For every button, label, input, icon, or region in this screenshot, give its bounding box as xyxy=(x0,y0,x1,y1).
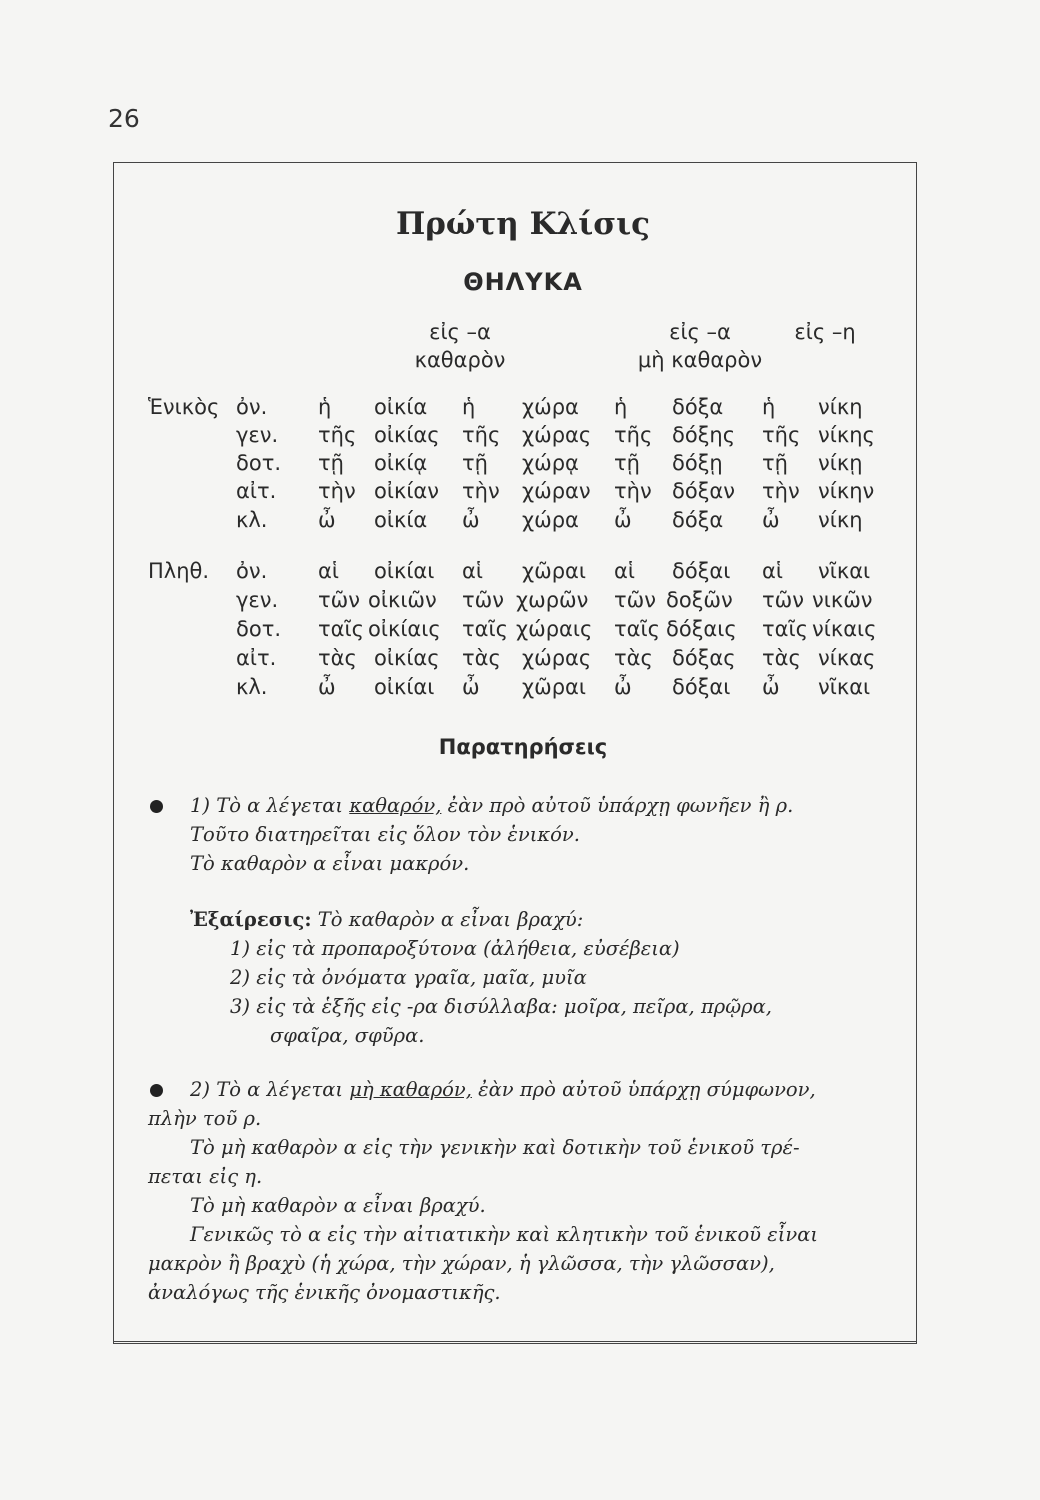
article: ὦ xyxy=(614,675,632,699)
article: τῆς xyxy=(318,423,357,447)
noun: νίκας xyxy=(818,646,876,670)
page-title: Πρώτη Κλίσις xyxy=(395,206,650,242)
article: τῆς xyxy=(762,423,801,447)
table-row xyxy=(0,421,875,450)
table-row xyxy=(0,615,877,644)
noun: δόξης xyxy=(672,423,736,447)
noun: χῶραι xyxy=(522,675,586,699)
table-row xyxy=(0,393,863,422)
noun: δόξας xyxy=(672,646,736,670)
exceptions-label: Ἐξαίρεσις: xyxy=(190,908,312,931)
section-subtitle: ΘΗΛΥΚΑ xyxy=(463,268,583,296)
noun: δοξῶν xyxy=(666,588,733,612)
noun: δόξαι xyxy=(672,675,731,699)
noun: χώρᾳ xyxy=(522,451,579,475)
column-header-line: μὴ καθαρὸν xyxy=(637,348,763,372)
case-label: αἰτ. xyxy=(236,479,277,503)
article: τὴν xyxy=(762,479,800,503)
noun: οἰκία xyxy=(374,508,428,532)
underlined-term: καθαρόν, xyxy=(349,794,442,817)
article: τῆς xyxy=(614,423,653,447)
article: τῆς xyxy=(462,423,501,447)
article: αἱ xyxy=(614,559,635,583)
exception-item-3-cont: σφαῖρα, σφῦρα. xyxy=(270,1024,425,1047)
noun: χῶραι xyxy=(522,559,586,583)
noun: οἰκίαις xyxy=(368,617,441,641)
exception-item-1: 1) εἰς τὰ προπαροξύτονα (ἀλήθεια, εὐσέβεια) xyxy=(230,937,680,960)
article: ταῖς xyxy=(762,617,808,641)
bottom-rule xyxy=(113,1341,917,1342)
article: τῶν xyxy=(318,588,360,612)
noun: χώρας xyxy=(522,423,592,447)
bullet-icon xyxy=(150,1084,163,1097)
noun: χώρα xyxy=(522,508,579,532)
article: ὦ xyxy=(462,675,480,699)
table-row xyxy=(0,644,876,673)
article: ὦ xyxy=(318,675,336,699)
article: ταῖς xyxy=(614,617,660,641)
article: ὦ xyxy=(318,508,336,532)
noun: οἰκίαι xyxy=(374,675,435,699)
article: ταῖς xyxy=(462,617,508,641)
noun: οἰκίας xyxy=(374,423,440,447)
noun: νίκῃ xyxy=(818,451,863,475)
case-label: κλ. xyxy=(236,675,268,699)
noun: νίκη xyxy=(818,508,863,532)
singular-table xyxy=(0,393,1040,543)
remark-2-line-7: μακρὸν ἢ βραχὺ (ἡ χώρα, τὴν χώραν, ἡ γλῶσσα, τὴν γλῶσσαν), xyxy=(148,1252,775,1275)
remark-2-line-4: πεται εἰς η. xyxy=(148,1165,263,1188)
remark-2-line-3: Τὸ μὴ καθαρὸν α εἰς τὴν γενικὴν καὶ δοτικὴν τοῦ ἑνικοῦ τρέ- xyxy=(190,1136,800,1159)
remarks-title: Παρατηρήσεις xyxy=(438,735,608,759)
article: τῶν xyxy=(462,588,504,612)
column-header-line: καθαρὸν xyxy=(414,348,506,372)
article: αἱ xyxy=(762,559,783,583)
plural-table xyxy=(0,557,1040,707)
case-label: ὀν. xyxy=(236,559,268,583)
noun: οἰκίαι xyxy=(374,559,435,583)
table-row xyxy=(0,449,863,478)
noun: δόξαν xyxy=(672,479,735,503)
noun: νίκης xyxy=(818,423,875,447)
noun: χώραν xyxy=(522,479,591,503)
noun: δόξῃ xyxy=(672,451,723,475)
case-label: δοτ. xyxy=(236,617,282,641)
article: τὴν xyxy=(462,479,500,503)
article: τὴν xyxy=(614,479,652,503)
bullet-icon xyxy=(150,800,163,813)
article: ὦ xyxy=(462,508,480,532)
noun: χωρῶν xyxy=(516,588,589,612)
remark-text: 2) Τὸ α λέγεται xyxy=(190,1078,350,1101)
noun: νίκαις xyxy=(812,617,877,641)
article: ὦ xyxy=(614,508,632,532)
article: ταῖς xyxy=(318,617,364,641)
remark-1-line-1 xyxy=(190,792,793,819)
article: τῇ xyxy=(318,451,344,475)
noun: δόξα xyxy=(672,508,724,532)
table-row xyxy=(0,506,863,535)
noun: δόξαις xyxy=(666,617,737,641)
plural-label: Πληθ. xyxy=(148,559,210,583)
column-header-eta xyxy=(770,318,880,346)
page-number: 26 xyxy=(108,104,140,133)
remark-2-line-2: πλὴν τοῦ ρ. xyxy=(148,1107,262,1130)
noun: δόξαι xyxy=(672,559,731,583)
noun: οἰκίαν xyxy=(374,479,440,503)
noun: χώραις xyxy=(516,617,593,641)
noun: χώρα xyxy=(522,395,579,419)
column-header-line: εἰς –η xyxy=(794,320,856,344)
case-label: γεν. xyxy=(236,423,279,447)
article: τὰς xyxy=(318,646,357,670)
remark-text: ἐὰν πρὸ αὐτοῦ ὑπάρχῃ σύμφωνον, xyxy=(471,1078,816,1101)
remark-1-line-2: Τοῦτο διατηρεῖται εἰς ὅλον τὸν ἑνικόν. xyxy=(190,823,580,846)
singular-label: Ἑνικὸς xyxy=(148,395,220,419)
case-label: ὀν. xyxy=(236,395,268,419)
noun: νῖκαι xyxy=(818,559,871,583)
noun: χώρας xyxy=(522,646,592,670)
column-header-pure-alpha xyxy=(390,318,530,374)
case-label: κλ. xyxy=(236,508,268,532)
table-row xyxy=(0,477,875,506)
article: ἡ xyxy=(614,395,628,419)
remark-1-line-3: Τὸ καθαρὸν α εἶναι μακρόν. xyxy=(190,852,470,875)
article: ἡ xyxy=(762,395,776,419)
article: αἱ xyxy=(462,559,483,583)
noun: οἰκίας xyxy=(374,646,440,670)
remark-2-line-6: Γενικῶς τὸ α εἰς τὴν αἰτιατικὴν καὶ κλητικὴν τοῦ ἑνικοῦ εἶναι xyxy=(190,1223,819,1246)
case-label: αἰτ. xyxy=(236,646,277,670)
remark-2-line-5: Τὸ μὴ καθαρὸν α εἶναι βραχύ. xyxy=(190,1194,486,1217)
article: τῇ xyxy=(762,451,788,475)
remark-2-line-8: ἀναλόγως τῆς ἑνικῆς ὀνομαστικῆς. xyxy=(148,1281,501,1304)
exception-item-3: 3) εἰς τὰ ἑξῆς εἰς -ρα δισύλλαβα: μοῖρα, πεῖρα, πρῷρα, xyxy=(230,995,772,1018)
noun: οἰκίᾳ xyxy=(374,451,428,475)
column-header-impure-alpha xyxy=(620,318,780,374)
article: τὰς xyxy=(614,646,653,670)
exceptions-line xyxy=(190,906,583,933)
table-row xyxy=(0,557,871,586)
noun: νῖκαι xyxy=(818,675,871,699)
noun: οἰκιῶν xyxy=(368,588,437,612)
article: τὰς xyxy=(762,646,801,670)
remark-2-line-1 xyxy=(190,1076,816,1103)
article: αἱ xyxy=(318,559,339,583)
article: τῶν xyxy=(762,588,804,612)
article: τῶν xyxy=(614,588,656,612)
article: ἡ xyxy=(462,395,476,419)
remark-text: 1) Τὸ α λέγεται xyxy=(190,794,350,817)
article: τῇ xyxy=(614,451,640,475)
underlined-term: μὴ καθαρόν, xyxy=(349,1078,472,1101)
case-label: δοτ. xyxy=(236,451,282,475)
table-row xyxy=(0,586,873,615)
article: τὴν xyxy=(318,479,356,503)
case-label: γεν. xyxy=(236,588,279,612)
column-header-line: εἰς –α xyxy=(669,320,731,344)
article: ἡ xyxy=(318,395,332,419)
article: ὦ xyxy=(762,675,780,699)
article: ὦ xyxy=(762,508,780,532)
exceptions-text: Τὸ καθαρὸν α εἶναι βραχύ: xyxy=(311,908,584,931)
article: τῇ xyxy=(462,451,488,475)
exception-item-2: 2) εἰς τὰ ὀνόματα γραῖα, μαῖα, μυῖα xyxy=(230,966,587,989)
noun: δόξα xyxy=(672,395,724,419)
noun: νίκη xyxy=(818,395,863,419)
noun: οἰκία xyxy=(374,395,428,419)
remark-text: ἐὰν πρὸ αὐτοῦ ὑπάρχῃ φωνῆεν ἢ ρ. xyxy=(441,794,794,817)
noun: νικῶν xyxy=(812,588,873,612)
table-row xyxy=(0,673,871,702)
article: τὰς xyxy=(462,646,501,670)
column-header-line: εἰς –α xyxy=(429,320,491,344)
noun: νίκην xyxy=(818,479,875,503)
